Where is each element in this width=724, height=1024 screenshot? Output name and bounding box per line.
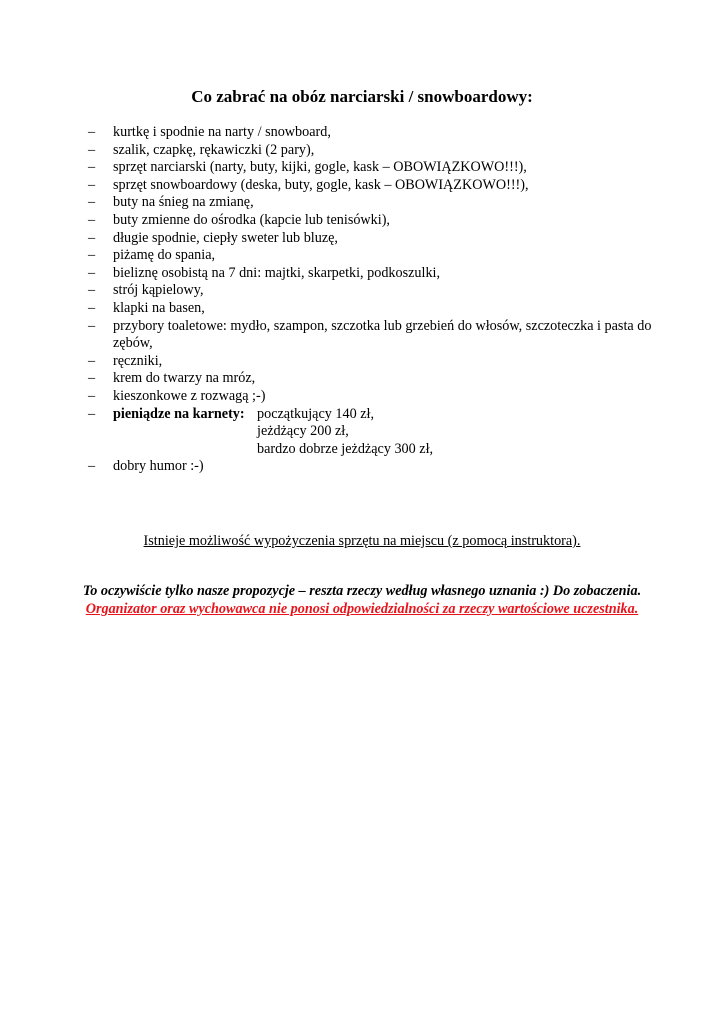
list-item [88,124,668,142]
list-item-text: piżamę do spania, [113,247,216,264]
closing-note: To oczywiście tylko nasze propozycje – reszta rzeczy według własnego uznania :) Do zobaczenia. [82,583,642,599]
dash-icon: – [88,124,96,140]
list-item [88,230,668,248]
dash-icon: – [88,141,96,158]
packing-list [88,124,668,476]
dash-icon: – [88,458,96,475]
money-label: pieniądze na karnety: [113,405,245,422]
list-item-text: dobry humor :-) [113,458,204,475]
list-item-text: krem do twarzy na mróz, [113,370,256,387]
list-item-text: przybory toaletowe: mydło, szampon, szczotka lub grzebień do włosów, szczoteczka i pasta do zębów, [113,317,652,352]
list-item-text: szalik, czapkę, rękawiczki (2 pary), [113,141,315,158]
list-item [88,318,668,353]
list-item [88,282,668,300]
dash-icon: – [88,247,96,264]
list-item [88,265,668,283]
rental-note: Istnieje możliwość wypożyczenia sprzętu na miejscu (z pomocą instruktora). [143,533,581,549]
dash-icon: – [88,387,96,404]
dash-icon: – [88,352,96,369]
list-item [88,247,668,265]
warning-note: Organizator oraz wychowawca nie ponosi odpowiedzialności za rzeczy wartościowe uczestnika. [85,601,639,617]
list-item-text: bieliznę osobistą na 7 dni: majtki, skarpetki, podkoszulki, [113,264,441,281]
dash-icon: – [88,229,96,246]
dash-icon: – [88,370,96,387]
money-value-advanced: bardzo dobrze jeżdżący 300 zł, [257,440,434,457]
list-item-text: klapki na basen, [113,299,205,316]
list-item [88,142,668,160]
dash-icon: – [88,176,96,193]
list-item [88,194,668,212]
dash-icon: – [88,159,96,176]
money-row [113,406,668,459]
list-item-text: strój kąpielowy, [113,282,204,299]
money-value-intermediate: jeżdżący 200 zł, [257,423,349,440]
dash-icon: – [88,194,96,211]
money-values [257,406,433,459]
list-item [88,159,668,177]
list-item-text: buty na śnieg na zmianę, [113,194,254,211]
page-title: Co zabrać na obóz narciarski / snowboardowy: [191,87,533,106]
list-item [88,353,668,371]
list-item-text: kurtkę i spodnie na narty / snowboard, [113,124,331,140]
list-item-text: kieszonkowe z rozwagą ;-) [113,387,266,404]
dash-icon: – [88,317,96,334]
dash-icon: – [88,211,96,228]
dash-icon: – [88,282,96,299]
list-item-text: sprzęt narciarski (narty, buty, kijki, gogle, kask – OBOWIĄZKOWO!!!), [113,159,527,176]
money-item [88,406,668,459]
dash-icon: – [88,405,96,422]
list-item-text: buty zmienne do ośrodka (kapcie lub tenisówki), [113,211,390,228]
list-item [88,458,668,476]
dash-icon: – [88,264,96,281]
dash-icon: – [88,299,96,316]
list-item-text: długie spodnie, ciepły sweter lub bluzę, [113,229,338,246]
list-item [88,212,668,230]
list-item [88,177,668,195]
list-item [88,370,668,388]
list-item [88,300,668,318]
list-item-text: ręczniki, [113,352,163,369]
list-item-text: sprzęt snowboardowy (deska, buty, gogle, kask – OBOWIĄZKOWO!!!), [113,176,529,193]
money-value-beginner: początkujący 140 zł, [257,405,374,422]
list-item [88,388,668,406]
